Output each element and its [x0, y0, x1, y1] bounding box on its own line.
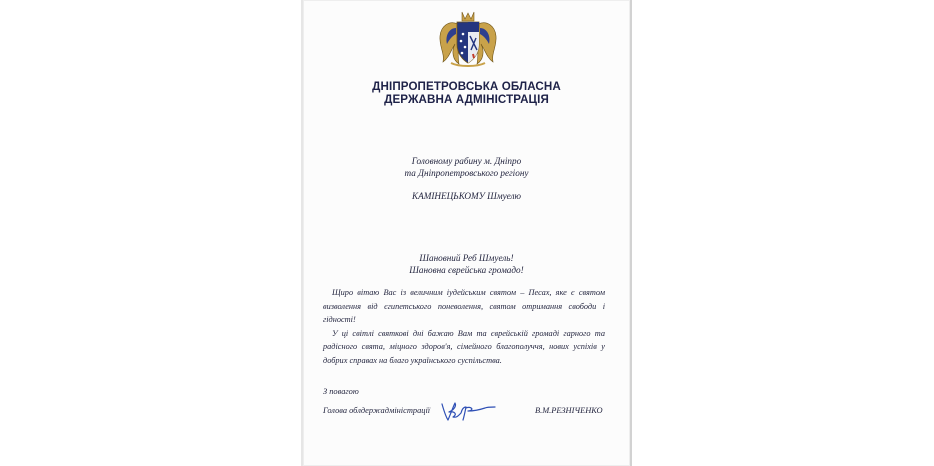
organization-name-line1: ДНІПРОПЕТРОВСЬКА ОБЛАСНА — [372, 80, 561, 93]
body-paragraph-1: Щиро вітаю Вас із величним іудейським святом – Песах, яке є святом визволення від єгипетського поневолення, святом отримання свободи і гідності! — [323, 288, 605, 324]
coat-of-arms-icon — [437, 10, 499, 68]
recipient-line2: та Дніпропетровського регіону — [404, 168, 529, 178]
greeting-line2: Шановна єврейська громадо! — [409, 265, 524, 275]
signatory-position: Голова облдержадміністрації — [323, 406, 431, 415]
recipient-name: КАМІНЕЦЬКОМУ Шмуелю — [411, 191, 522, 201]
letter-body — [323, 286, 605, 367]
body-paragraph-2: У ці світлі святкові дні бажаю Вам та єврейській громаді гарного та радісного свята, міцного здоров'я, сімейного благополуччя, нових успіхів у добрих справах на благо українського суспільства. — [323, 328, 605, 365]
letter-sheet — [303, 0, 630, 466]
recipient-line1: Головному рабину м. Дніпро — [411, 156, 522, 166]
greeting-line1: Шановний Реб Шмуель! — [419, 253, 514, 263]
organization-name-line2: ДЕРЖАВНА АДМІНІСТРАЦІЯ — [384, 93, 549, 106]
signature-icon — [439, 399, 497, 423]
signatory-name: В.М.РЕЗНІЧЕНКО — [535, 406, 603, 415]
closing-regards: З повагою — [323, 387, 359, 396]
